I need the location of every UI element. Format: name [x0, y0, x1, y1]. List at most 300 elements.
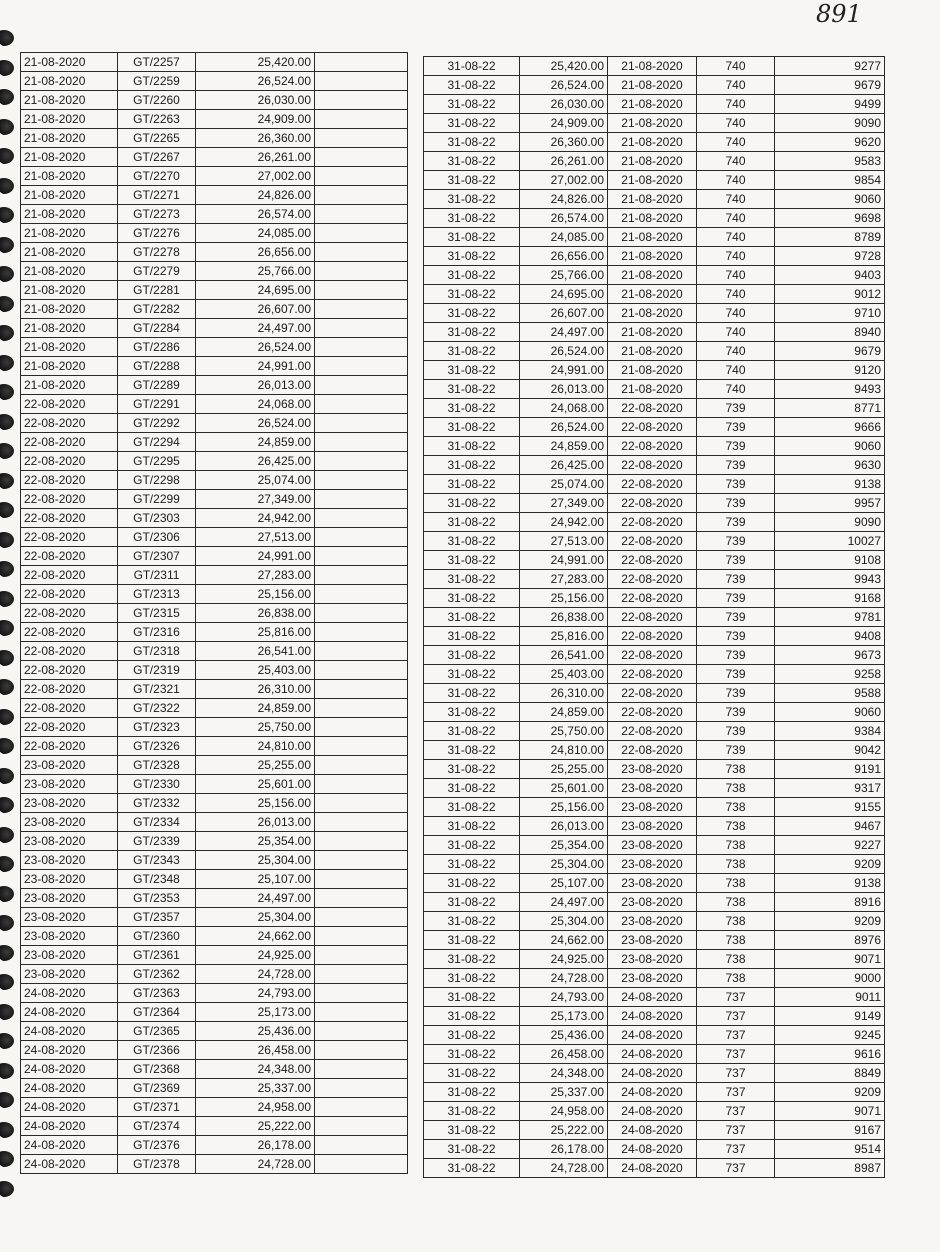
- invoice-amount-cell: 26,425.00: [196, 452, 315, 471]
- table-row: [424, 1102, 885, 1121]
- amount-cell: 26,458.00: [520, 1045, 608, 1064]
- days-cell: 738: [697, 760, 775, 779]
- invoice-amount-cell: 25,354.00: [196, 832, 315, 851]
- due-date-cell: 31-08-22: [424, 589, 520, 608]
- blank-cell: [315, 91, 408, 110]
- invoice-date-cell: 22-08-2020: [21, 471, 118, 490]
- interest-cell: 10027: [775, 532, 885, 551]
- invoice-amount-cell: 25,222.00: [196, 1117, 315, 1136]
- interest-cell: 9710: [775, 304, 885, 323]
- table-row: [21, 1117, 408, 1136]
- table-row: [21, 376, 408, 395]
- date-cell: 24-08-2020: [608, 1140, 697, 1159]
- blank-cell: [315, 718, 408, 737]
- invoice-date-cell: 23-08-2020: [21, 908, 118, 927]
- table-row: [424, 266, 885, 285]
- invoice-amount-cell: 26,458.00: [196, 1041, 315, 1060]
- days-cell: 740: [697, 228, 775, 247]
- days-cell: 737: [697, 988, 775, 1007]
- binding-ring: [0, 532, 14, 548]
- table-row: [424, 798, 885, 817]
- blank-cell: [315, 281, 408, 300]
- interest-cell: 9698: [775, 209, 885, 228]
- days-cell: 738: [697, 912, 775, 931]
- days-cell: 739: [697, 418, 775, 437]
- invoice-date-cell: 22-08-2020: [21, 699, 118, 718]
- date-cell: 23-08-2020: [608, 950, 697, 969]
- blank-cell: [315, 946, 408, 965]
- table-row: [21, 490, 408, 509]
- date-cell: 21-08-2020: [608, 95, 697, 114]
- amount-cell: 27,349.00: [520, 494, 608, 513]
- table-row: [424, 513, 885, 532]
- interest-cell: 9168: [775, 589, 885, 608]
- table-row: [21, 243, 408, 262]
- amount-cell: 25,255.00: [520, 760, 608, 779]
- invoice-amount-cell: 24,826.00: [196, 186, 315, 205]
- date-cell: 21-08-2020: [608, 76, 697, 95]
- invoice-date-cell: 22-08-2020: [21, 604, 118, 623]
- amount-cell: 26,524.00: [520, 76, 608, 95]
- due-date-cell: 31-08-22: [424, 817, 520, 836]
- invoice-number-cell: GT/2303: [118, 509, 196, 528]
- binding-ring: [0, 709, 14, 725]
- amount-cell: 26,425.00: [520, 456, 608, 475]
- table-row: [424, 323, 885, 342]
- interest-cell: 9060: [775, 190, 885, 209]
- blank-cell: [315, 756, 408, 775]
- binding-ring: [0, 1122, 14, 1138]
- interest-cell: 9191: [775, 760, 885, 779]
- table-row: [424, 95, 885, 114]
- days-cell: 737: [697, 1007, 775, 1026]
- due-date-cell: 31-08-22: [424, 247, 520, 266]
- date-cell: 24-08-2020: [608, 1083, 697, 1102]
- amount-cell: 24,942.00: [520, 513, 608, 532]
- days-cell: 740: [697, 171, 775, 190]
- days-cell: 737: [697, 1140, 775, 1159]
- invoice-number-cell: GT/2343: [118, 851, 196, 870]
- interest-cell: 9943: [775, 570, 885, 589]
- amount-cell: 25,304.00: [520, 912, 608, 931]
- invoice-amount-cell: 24,728.00: [196, 965, 315, 984]
- due-date-cell: 31-08-22: [424, 133, 520, 152]
- amount-cell: 24,958.00: [520, 1102, 608, 1121]
- table-row: [21, 281, 408, 300]
- amount-cell: 25,403.00: [520, 665, 608, 684]
- blank-cell: [315, 965, 408, 984]
- blank-cell: [315, 1003, 408, 1022]
- invoice-number-cell: GT/2291: [118, 395, 196, 414]
- blank-cell: [315, 1041, 408, 1060]
- date-cell: 21-08-2020: [608, 323, 697, 342]
- date-cell: 23-08-2020: [608, 855, 697, 874]
- table-row: [424, 950, 885, 969]
- amount-cell: 26,656.00: [520, 247, 608, 266]
- blank-cell: [315, 889, 408, 908]
- days-cell: 740: [697, 190, 775, 209]
- due-date-cell: 31-08-22: [424, 703, 520, 722]
- due-date-cell: 31-08-22: [424, 228, 520, 247]
- invoice-number-cell: GT/2271: [118, 186, 196, 205]
- invoice-amount-cell: 25,420.00: [196, 53, 315, 72]
- due-date-cell: 31-08-22: [424, 950, 520, 969]
- date-cell: 22-08-2020: [608, 418, 697, 437]
- table-row: [424, 836, 885, 855]
- due-date-cell: 31-08-22: [424, 969, 520, 988]
- date-cell: 23-08-2020: [608, 817, 697, 836]
- days-cell: 740: [697, 304, 775, 323]
- blank-cell: [315, 775, 408, 794]
- invoice-number-cell: GT/2334: [118, 813, 196, 832]
- due-date-cell: 31-08-22: [424, 532, 520, 551]
- binding-ring: [0, 89, 14, 105]
- blank-cell: [315, 870, 408, 889]
- amount-cell: 24,859.00: [520, 437, 608, 456]
- invoice-date-cell: 23-08-2020: [21, 756, 118, 775]
- invoice-amount-cell: 25,750.00: [196, 718, 315, 737]
- blank-cell: [315, 167, 408, 186]
- due-date-cell: 31-08-22: [424, 494, 520, 513]
- table-row: [21, 452, 408, 471]
- blank-cell: [315, 813, 408, 832]
- days-cell: 738: [697, 798, 775, 817]
- interest-cell: 9011: [775, 988, 885, 1007]
- date-cell: 22-08-2020: [608, 532, 697, 551]
- table-row: [424, 152, 885, 171]
- invoice-number-cell: GT/2278: [118, 243, 196, 262]
- interest-cell: 9403: [775, 266, 885, 285]
- table-row: [424, 76, 885, 95]
- date-cell: 24-08-2020: [608, 988, 697, 1007]
- invoice-amount-cell: 26,656.00: [196, 243, 315, 262]
- due-date-cell: 31-08-22: [424, 551, 520, 570]
- invoice-date-cell: 21-08-2020: [21, 319, 118, 338]
- invoice-date-cell: 24-08-2020: [21, 1079, 118, 1098]
- table-row: [21, 699, 408, 718]
- invoice-date-cell: 22-08-2020: [21, 395, 118, 414]
- table-row: [424, 456, 885, 475]
- table-row: [21, 205, 408, 224]
- amount-cell: 24,925.00: [520, 950, 608, 969]
- date-cell: 21-08-2020: [608, 228, 697, 247]
- days-cell: 740: [697, 152, 775, 171]
- due-date-cell: 31-08-22: [424, 893, 520, 912]
- invoice-number-cell: GT/2360: [118, 927, 196, 946]
- due-date-cell: 31-08-22: [424, 798, 520, 817]
- invoice-number-cell: GT/2348: [118, 870, 196, 889]
- invoice-date-cell: 22-08-2020: [21, 718, 118, 737]
- table-row: [21, 775, 408, 794]
- date-cell: 22-08-2020: [608, 684, 697, 703]
- invoice-amount-cell: 26,541.00: [196, 642, 315, 661]
- amount-cell: 24,068.00: [520, 399, 608, 418]
- invoice-number-cell: GT/2321: [118, 680, 196, 699]
- amount-cell: 25,074.00: [520, 475, 608, 494]
- due-date-cell: 31-08-22: [424, 1159, 520, 1178]
- interest-cell: 9209: [775, 912, 885, 931]
- table-row: [424, 1140, 885, 1159]
- due-date-cell: 31-08-22: [424, 342, 520, 361]
- table-row: [424, 893, 885, 912]
- interest-cell: 9138: [775, 874, 885, 893]
- table-row: [424, 1026, 885, 1045]
- invoice-date-cell: 22-08-2020: [21, 661, 118, 680]
- days-cell: 740: [697, 380, 775, 399]
- date-cell: 22-08-2020: [608, 608, 697, 627]
- table-row: [424, 760, 885, 779]
- table-row: [21, 471, 408, 490]
- binding-ring: [0, 1063, 14, 1079]
- days-cell: 738: [697, 836, 775, 855]
- invoice-number-cell: GT/2286: [118, 338, 196, 357]
- table-row: [424, 722, 885, 741]
- invoice-date-cell: 21-08-2020: [21, 91, 118, 110]
- invoice-number-cell: GT/2319: [118, 661, 196, 680]
- date-cell: 23-08-2020: [608, 874, 697, 893]
- amount-cell: 27,002.00: [520, 171, 608, 190]
- due-date-cell: 31-08-22: [424, 646, 520, 665]
- table-row: [21, 300, 408, 319]
- invoice-date-cell: 24-08-2020: [21, 1098, 118, 1117]
- blank-cell: [315, 186, 408, 205]
- table-row: [424, 494, 885, 513]
- invoice-number-cell: GT/2339: [118, 832, 196, 851]
- table-row: [424, 570, 885, 589]
- amount-cell: 25,107.00: [520, 874, 608, 893]
- table-row: [21, 1136, 408, 1155]
- days-cell: 740: [697, 285, 775, 304]
- table-row: [424, 171, 885, 190]
- days-cell: 739: [697, 551, 775, 570]
- invoice-number-cell: GT/2371: [118, 1098, 196, 1117]
- days-cell: 739: [697, 456, 775, 475]
- table-row: [424, 380, 885, 399]
- blank-cell: [315, 680, 408, 699]
- invoice-amount-cell: 24,859.00: [196, 699, 315, 718]
- days-cell: 737: [697, 1064, 775, 1083]
- invoice-date-cell: 21-08-2020: [21, 357, 118, 376]
- table-row: [21, 528, 408, 547]
- days-cell: 739: [697, 475, 775, 494]
- table-row: [424, 285, 885, 304]
- table-row: [21, 927, 408, 946]
- amount-cell: 26,310.00: [520, 684, 608, 703]
- interest-cell: 9317: [775, 779, 885, 798]
- date-cell: 22-08-2020: [608, 589, 697, 608]
- amount-cell: 25,173.00: [520, 1007, 608, 1026]
- due-date-cell: 31-08-22: [424, 836, 520, 855]
- blank-cell: [315, 1117, 408, 1136]
- days-cell: 738: [697, 969, 775, 988]
- table-row: [424, 684, 885, 703]
- invoice-date-cell: 22-08-2020: [21, 623, 118, 642]
- due-date-cell: 31-08-22: [424, 1026, 520, 1045]
- table-row: [21, 1041, 408, 1060]
- binding-ring: [0, 148, 14, 164]
- invoice-amount-cell: 25,304.00: [196, 908, 315, 927]
- due-date-cell: 31-08-22: [424, 912, 520, 931]
- days-cell: 739: [697, 437, 775, 456]
- binding-ring: [0, 1033, 14, 1049]
- days-cell: 740: [697, 247, 775, 266]
- table-row: [21, 661, 408, 680]
- table-row: [424, 1064, 885, 1083]
- invoice-date-cell: 21-08-2020: [21, 243, 118, 262]
- invoice-number-cell: GT/2306: [118, 528, 196, 547]
- interest-cell: 8789: [775, 228, 885, 247]
- invoice-amount-cell: 24,695.00: [196, 281, 315, 300]
- date-cell: 21-08-2020: [608, 304, 697, 323]
- days-cell: 740: [697, 209, 775, 228]
- amount-cell: 24,991.00: [520, 551, 608, 570]
- right-table-block: [423, 56, 885, 1178]
- blank-cell: [315, 243, 408, 262]
- binding-ring: [0, 856, 14, 872]
- invoice-number-cell: GT/2295: [118, 452, 196, 471]
- table-row: [21, 813, 408, 832]
- interest-cell: 9149: [775, 1007, 885, 1026]
- date-cell: 21-08-2020: [608, 152, 697, 171]
- invoice-date-cell: 22-08-2020: [21, 433, 118, 452]
- table-row: [21, 965, 408, 984]
- table-row: [424, 1007, 885, 1026]
- invoice-date-cell: 24-08-2020: [21, 1155, 118, 1174]
- invoice-amount-cell: 24,662.00: [196, 927, 315, 946]
- binding-ring: [0, 237, 14, 253]
- binding-ring: [0, 797, 14, 813]
- table-row: [21, 908, 408, 927]
- table-row: [424, 437, 885, 456]
- due-date-cell: 31-08-22: [424, 513, 520, 532]
- due-date-cell: 31-08-22: [424, 988, 520, 1007]
- table-row: [424, 912, 885, 931]
- invoice-number-cell: GT/2298: [118, 471, 196, 490]
- invoice-date-cell: 22-08-2020: [21, 680, 118, 699]
- amount-cell: 25,601.00: [520, 779, 608, 798]
- table-row: [21, 870, 408, 889]
- binding-ring: [0, 60, 14, 76]
- invoice-amount-cell: 25,074.00: [196, 471, 315, 490]
- blank-cell: [315, 72, 408, 91]
- invoice-number-cell: GT/2313: [118, 585, 196, 604]
- invoice-date-cell: 23-08-2020: [21, 927, 118, 946]
- date-cell: 24-08-2020: [608, 1159, 697, 1178]
- interest-cell: 9071: [775, 950, 885, 969]
- blank-cell: [315, 1022, 408, 1041]
- invoice-date-cell: 24-08-2020: [21, 1022, 118, 1041]
- date-cell: 22-08-2020: [608, 399, 697, 418]
- amount-cell: 26,360.00: [520, 133, 608, 152]
- table-row: [21, 756, 408, 775]
- due-date-cell: 31-08-22: [424, 855, 520, 874]
- binding-ring: [0, 119, 14, 135]
- days-cell: 740: [697, 361, 775, 380]
- invoice-date-cell: 23-08-2020: [21, 870, 118, 889]
- invoice-amount-cell: 27,283.00: [196, 566, 315, 585]
- invoice-amount-cell: 24,909.00: [196, 110, 315, 129]
- days-cell: 739: [697, 665, 775, 684]
- invoice-number-cell: GT/2257: [118, 53, 196, 72]
- invoice-amount-cell: 24,925.00: [196, 946, 315, 965]
- invoice-amount-cell: 25,156.00: [196, 794, 315, 813]
- table-row: [424, 1159, 885, 1178]
- table-row: [21, 737, 408, 756]
- due-date-cell: 31-08-22: [424, 152, 520, 171]
- invoice-number-cell: GT/2323: [118, 718, 196, 737]
- table-row: [424, 1083, 885, 1102]
- date-cell: 23-08-2020: [608, 931, 697, 950]
- days-cell: 737: [697, 1121, 775, 1140]
- date-cell: 22-08-2020: [608, 551, 697, 570]
- binding-ring: [0, 945, 14, 961]
- blank-cell: [315, 300, 408, 319]
- binding-ring: [0, 768, 14, 784]
- due-date-cell: 31-08-22: [424, 1064, 520, 1083]
- table-row: [424, 969, 885, 988]
- interest-cell: 9000: [775, 969, 885, 988]
- due-date-cell: 31-08-22: [424, 380, 520, 399]
- interest-cell: 9666: [775, 418, 885, 437]
- page-number: 891: [816, 0, 862, 28]
- invoice-amount-cell: 25,107.00: [196, 870, 315, 889]
- table-row: [21, 832, 408, 851]
- table-row: [21, 148, 408, 167]
- due-date-cell: 31-08-22: [424, 1007, 520, 1026]
- interest-cell: 9060: [775, 703, 885, 722]
- table-row: [424, 209, 885, 228]
- interest-cell: 9499: [775, 95, 885, 114]
- binding-ring: [0, 178, 14, 194]
- amount-cell: 25,156.00: [520, 798, 608, 817]
- invoice-date-cell: 21-08-2020: [21, 262, 118, 281]
- table-row: [21, 319, 408, 338]
- interest-cell: 8771: [775, 399, 885, 418]
- blank-cell: [315, 547, 408, 566]
- date-cell: 21-08-2020: [608, 171, 697, 190]
- table-row: [21, 1022, 408, 1041]
- amount-cell: 25,354.00: [520, 836, 608, 855]
- date-cell: 21-08-2020: [608, 285, 697, 304]
- amount-cell: 26,541.00: [520, 646, 608, 665]
- amount-cell: 24,909.00: [520, 114, 608, 133]
- blank-cell: [315, 129, 408, 148]
- table-row: [21, 794, 408, 813]
- table-row: [424, 665, 885, 684]
- binding-ring: [0, 915, 14, 931]
- binding-ring: [0, 620, 14, 636]
- table-row: [21, 433, 408, 452]
- days-cell: 737: [697, 1102, 775, 1121]
- invoice-amount-cell: 25,173.00: [196, 1003, 315, 1022]
- table-row: [424, 627, 885, 646]
- days-cell: 740: [697, 266, 775, 285]
- table-row: [21, 509, 408, 528]
- invoice-date-cell: 23-08-2020: [21, 851, 118, 870]
- blank-cell: [315, 1060, 408, 1079]
- table-row: [21, 1003, 408, 1022]
- interest-cell: 9957: [775, 494, 885, 513]
- invoice-date-cell: 22-08-2020: [21, 642, 118, 661]
- binding-ring: [0, 679, 14, 695]
- invoice-amount-cell: 25,766.00: [196, 262, 315, 281]
- date-cell: 23-08-2020: [608, 779, 697, 798]
- table-row: [21, 718, 408, 737]
- invoice-number-cell: GT/2328: [118, 756, 196, 775]
- days-cell: 737: [697, 1045, 775, 1064]
- date-cell: 23-08-2020: [608, 912, 697, 931]
- amount-cell: 26,013.00: [520, 817, 608, 836]
